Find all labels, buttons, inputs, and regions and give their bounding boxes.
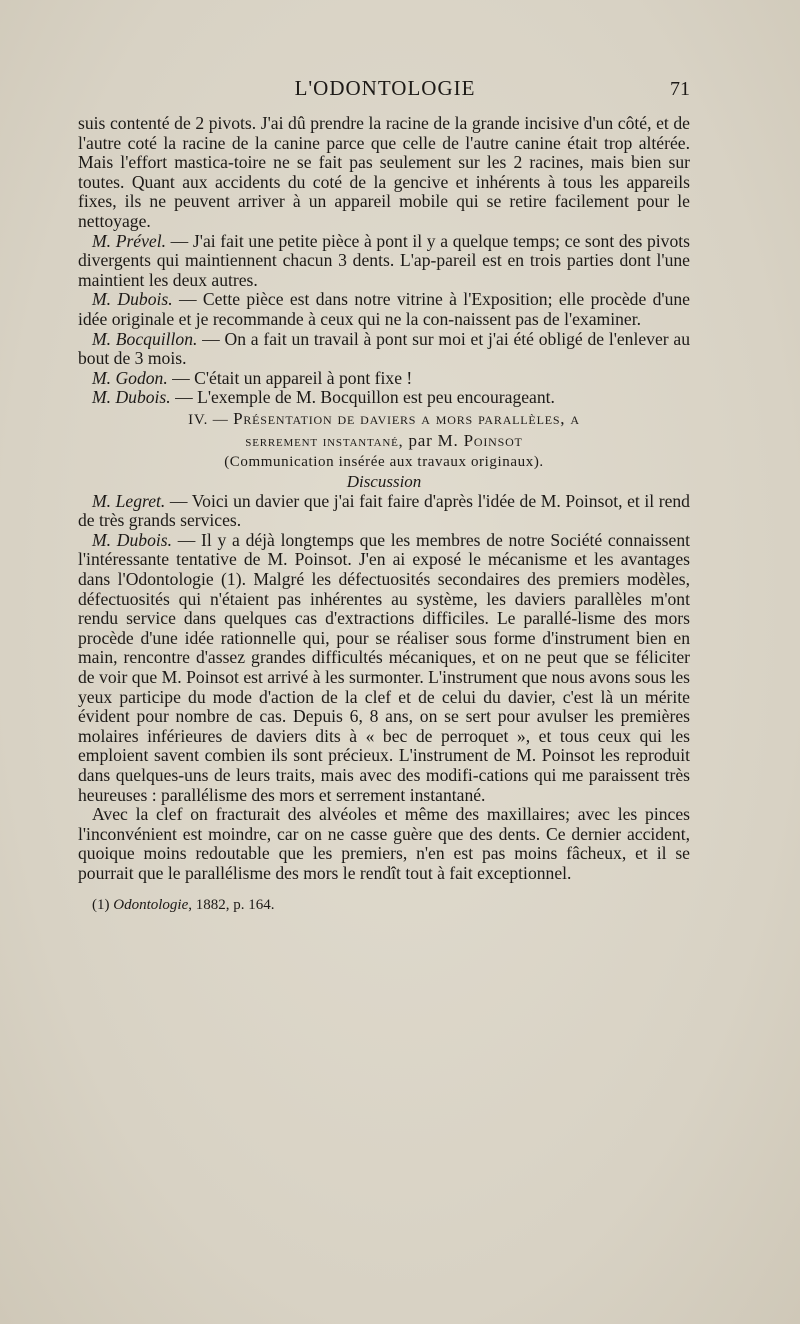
section-by: par: [403, 430, 438, 450]
speaker-name: M. Godon.: [92, 367, 168, 388]
paragraph: [78, 805, 690, 883]
paragraph: [78, 330, 690, 369]
speaker-name: M. Dubois.: [92, 529, 173, 550]
section-note: (Communication insérée aux travaux originaux).: [224, 453, 544, 470]
page-body: [78, 114, 690, 915]
discussion-heading: Discussion: [346, 472, 422, 492]
paragraph-text: — Il y a déjà longtemps que les membres de notre Société connaissent l'intéressante tentative de M. Poinsot. J'en ai exposé le mécanisme et les avantages dans l'Odontologie (1). Malgré les défectuosités secondaires des premiers modèles, défectuosités qui n'étaient pas inhérentes au système, les daviers parallèles m'ont rendu service dans quelques cas d'extractions difficiles. Le parallé-lisme des mors procède d'une idée rationnelle qui, pour se réaliser sous forme d'instrument bien en main, rencontre d'assez grandes difficultés mécaniques, et on ne peut que se féliciter de voir que M. Poinsot est arrivé à les surmonter. L'instrument que nous avons sous les yeux participe du mode d'action de la clef et de celui du davier, c'est là un mérite évident pour nombre de cas. Depuis 6, 8 ans, on se sert pour avulser les premières molaires inférieures de daviers dits à « bec de perroquet », et tous ceux qui les emploient savent combien ils sont précieux. L'instrument de M. Poinsot les reproduit dans quelques-uns de leurs traits, mais avec des modifi-cations qui me paraissent très heureuses : parallélisme des mors et serrement instantané.: [78, 529, 691, 805]
page-number: 71: [670, 78, 690, 100]
section-title: [78, 408, 690, 431]
speaker-name: M. Prével.: [92, 230, 167, 251]
paragraph: [78, 531, 690, 805]
footnote-rest: , 1882, p. 164.: [188, 896, 275, 913]
running-title: L'ODONTOLOGIE: [294, 76, 476, 100]
footnote-spacer: [78, 884, 690, 896]
paragraph: [78, 388, 690, 408]
paragraph-text: — J'ai fait une petite pièce à pont il y a quelque temps; ce sont des pivots divergents qui maintiennent chacun 3 dents. L'ap-pareil est en trois parties dont l'une maintient les deux autres.: [78, 230, 691, 290]
paragraph-text: — Cette pièce est dans notre vitrine à l'Exposition; elle procède d'une idée originale et je recommande à ceux qui ne la con-naissent pas de l'examiner.: [78, 289, 690, 329]
paragraph: [78, 232, 690, 291]
paragraph-text: — L'exemple de M. Bocquillon est peu encourageant.: [170, 387, 555, 408]
section-title-line-2: serrement instantané,: [245, 432, 404, 450]
paragraph-text: Avec la clef on fracturait des alvéoles et même des maxillaires; avec les pinces l'inconvénient est moindre, car on ne casse guère que des dents. Ce dernier accident, quoique moins redoutable que les premiers, n'en est pas moins fâcheux, et il se pourrait que le parallélisme des mors le rendît tout à fait exceptionnel.: [78, 804, 690, 883]
paragraph-text: — C'était un appareil à pont fixe !: [167, 367, 413, 388]
section-subtitle: [78, 431, 690, 453]
footnote: [78, 896, 690, 916]
section-author: M. Poinsot: [437, 430, 523, 450]
speaker-name: M. Bocquillon.: [92, 328, 198, 349]
paragraph: [78, 369, 690, 389]
paragraph: [78, 492, 690, 531]
section-numeral: IV. —: [188, 411, 234, 428]
paragraph-text: suis contenté de 2 pivots. J'ai dû prendre la racine de la grande incisive d'un côté, et de l'autre coté la racine de la canine parce que celle de l'autre canine était trop altérée. Mais l'effort mastica-toire ne se fait pas seulement sur les 2 racines, mais bien sur toutes. Quant aux accidents du coté de la gencive et inhérents à tous les appareils fixes, ils ne peuvent arriver à un appareil mobile qui se retire facilement pour le nettoyage.: [78, 113, 690, 231]
paragraph-text: — Voici un davier que j'ai fait faire d'après l'idée de M. Poinsot, et il rend de très grands services.: [78, 490, 690, 531]
speaker-name: M. Legret.: [92, 490, 166, 511]
paragraph: [78, 290, 690, 329]
footnote-marker: (1): [92, 896, 114, 913]
paragraph: [78, 114, 690, 232]
footnote-source: Odontologie: [113, 896, 189, 913]
speaker-name: M. Dubois.: [92, 387, 171, 408]
paragraph-text: — On a fait un travail à pont sur moi et j'ai été obligé de l'enlever au bout de 3 mois.: [78, 328, 690, 369]
section-title-line-1: Présentation de daviers a mors parallèles, a: [233, 408, 580, 428]
page-header: [80, 76, 690, 106]
speaker-name: M. Dubois.: [92, 289, 173, 310]
